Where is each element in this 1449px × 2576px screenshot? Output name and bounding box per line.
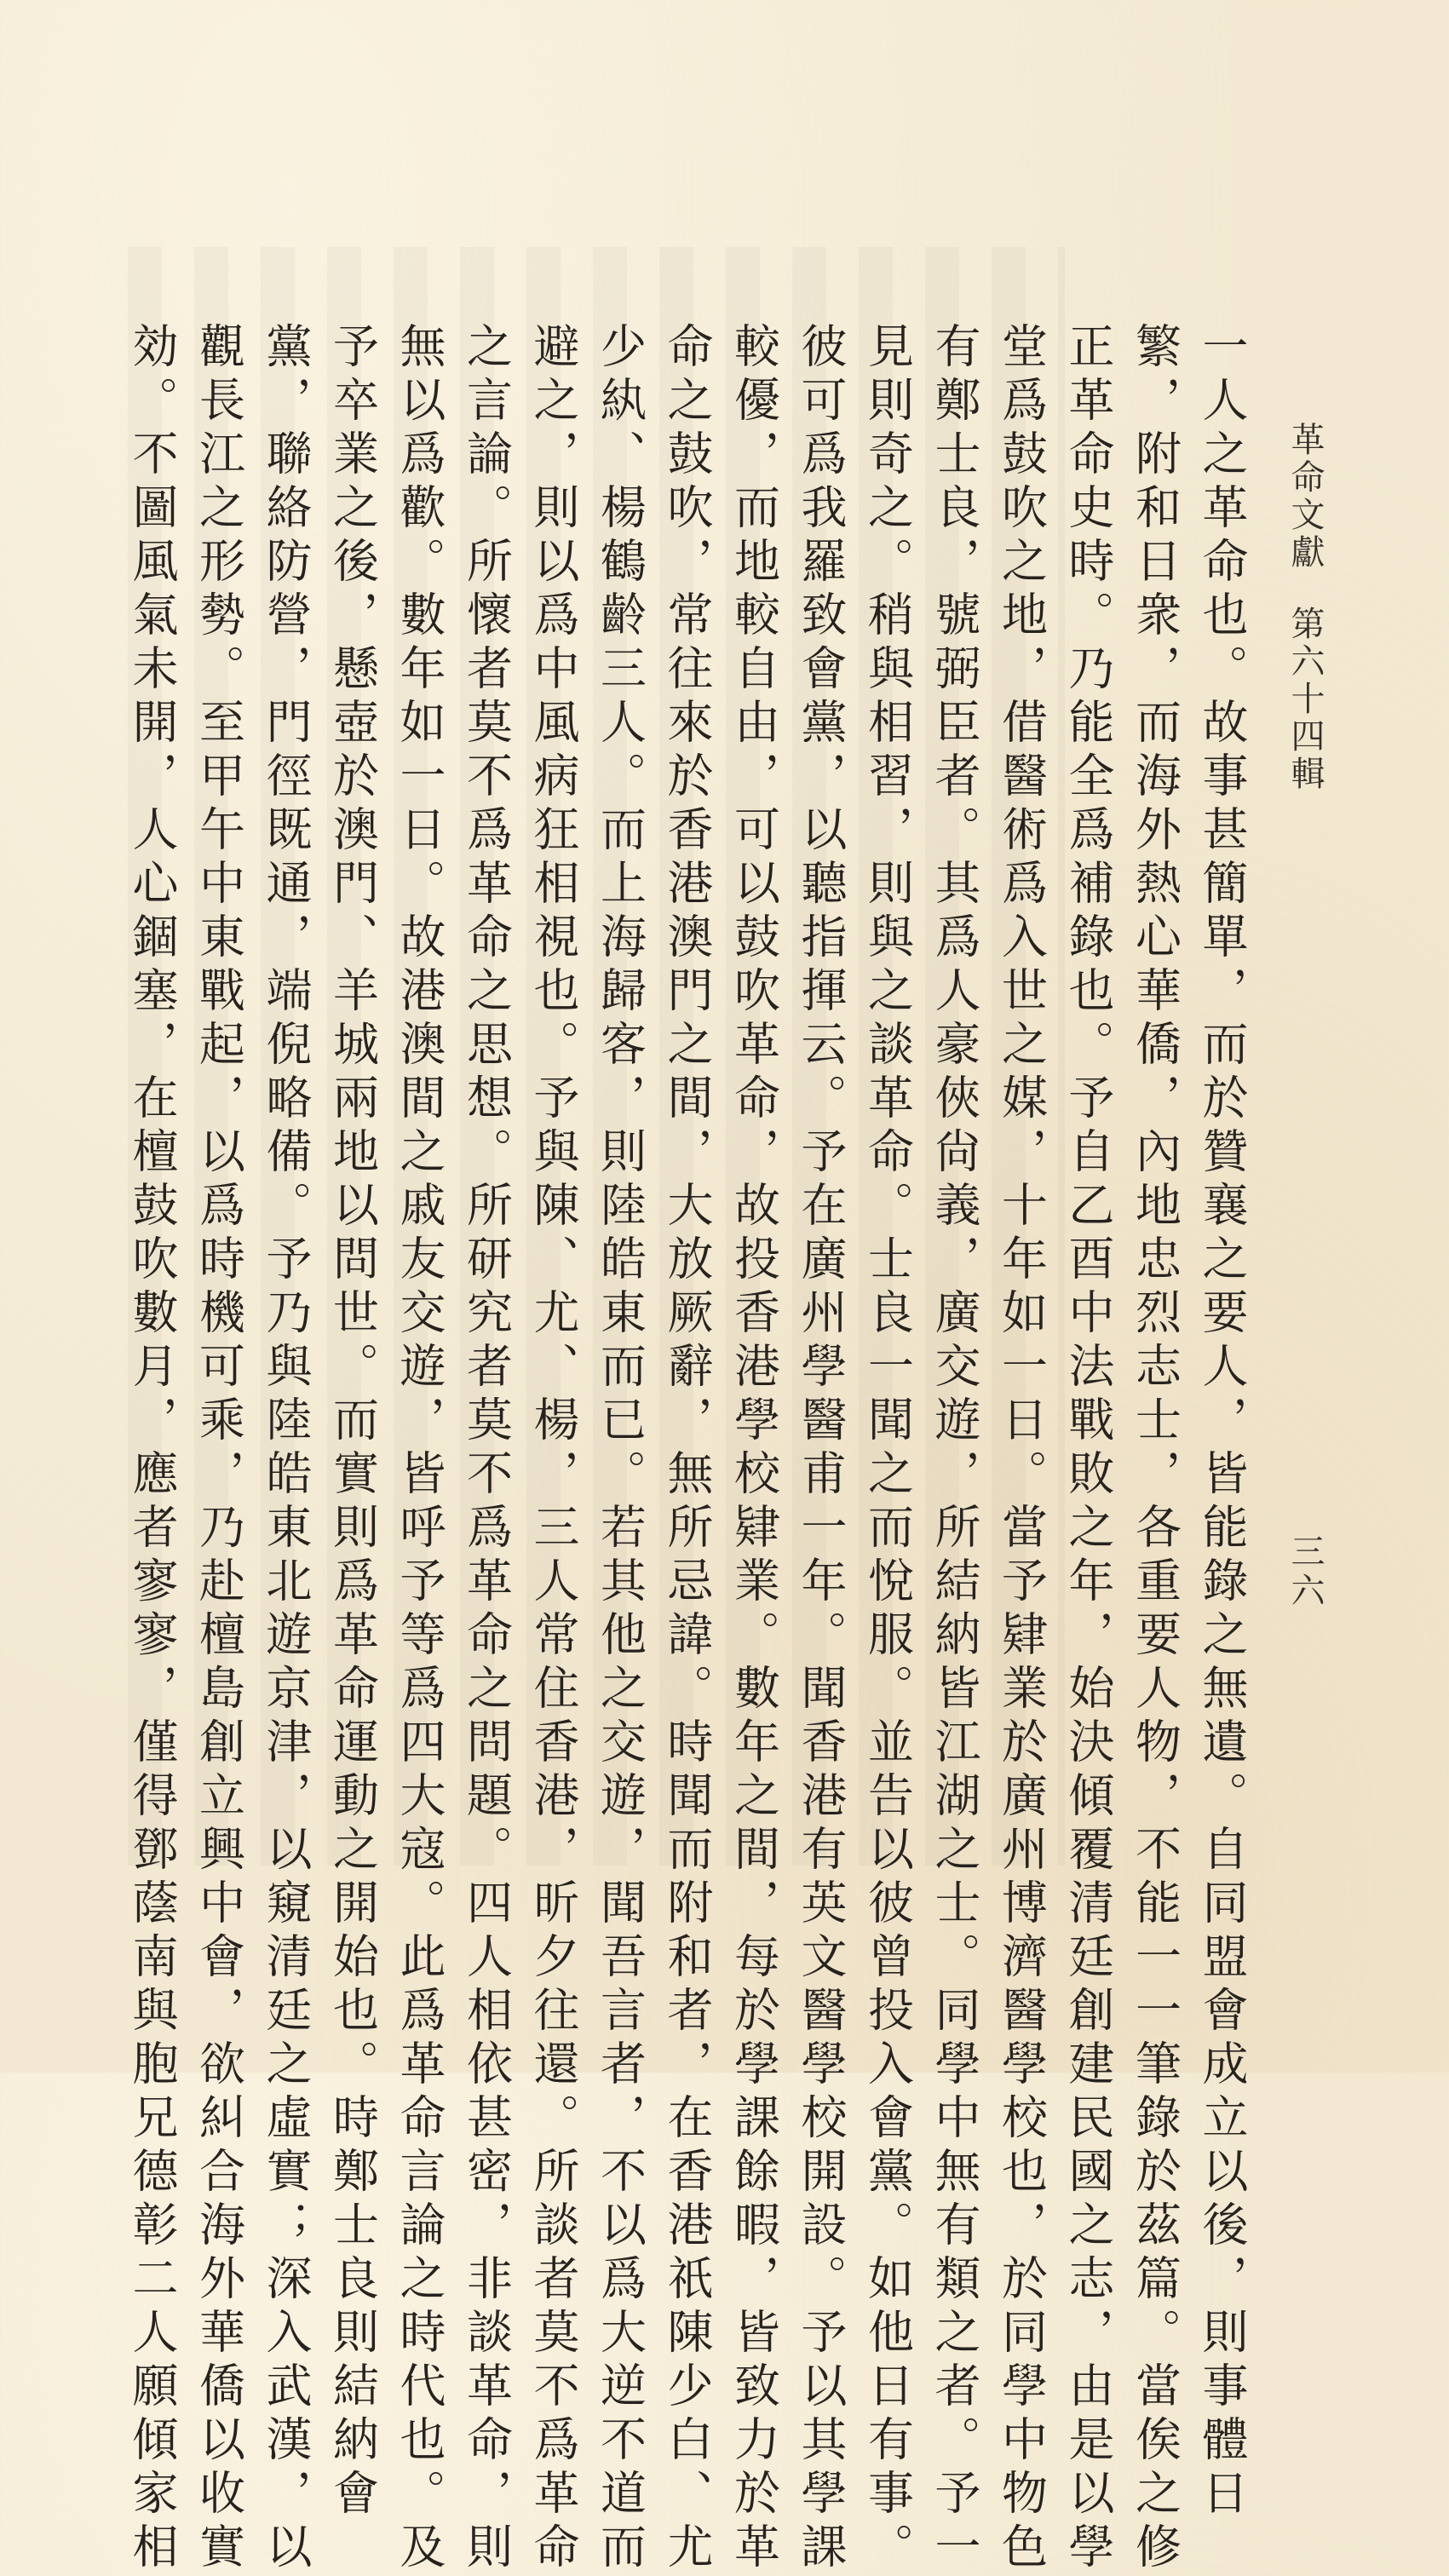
text-column: 見則奇之。稍與相習，則與之談革命。士良一聞之而悅服。並告以彼曾投入會黨。如他日有事。 — [860, 322, 915, 2576]
book-title: 革命文獻 — [1285, 422, 1325, 572]
text-column: 堂爲鼓吹之地，借醫術爲入世之媒，十年如一日。當予肄業於廣州博濟醫學校也，於同學中物色 — [994, 322, 1049, 2576]
text-column: 予卒業之後，懸壺於澳門、羊城兩地以問世。而實則爲革命運動之開始也。時鄭士良則結納會 — [325, 322, 380, 2522]
text-column: 命之鼓吹，常往來於香港澳門之間，大放厥辭，無所忌諱。時聞而附和者，在香港祇陳少白、尤 — [660, 322, 714, 2576]
text-column: 効。不圖風氣未開，人心錮塞，在檀鼓吹數月，應者寥寥，僅得鄧蔭南與胞兄德彰二人願傾家相 — [125, 322, 179, 2576]
text-column: 彼可爲我羅致會黨，以聽指揮云。予在廣州學醫甫一年。聞香港有英文醫學校開設。予以其學課 — [794, 322, 848, 2576]
text-column: 少紈、楊鶴齡三人。而上海歸客，則陸皓東而已。若其他之交遊，聞吾言者，不以爲大逆不道而 — [593, 322, 647, 2576]
text-column: 一人之革命也。故事甚簡單，而於贊襄之要人，皆能錄之無遺。自同盟會成立以後，則事體日 — [1195, 322, 1249, 2522]
text-column: 較優，而地較自由，可以鼓吹革命，故投香港學校肄業。數年之間，每於學課餘暇，皆致力於革 — [727, 322, 781, 2576]
text-column: 避之，則以爲中風病狂相視也。予與陳、尤、楊，三人常住香港，昕夕往還。所談者莫不爲革命 — [526, 322, 580, 2576]
running-header — [1285, 422, 1325, 793]
volume-label: 第六十四輯 — [1285, 606, 1325, 793]
text-column: 黨，聯絡防營，門徑既通，端倪略備。予乃與陸皓東北遊京津，以窺清廷之虛實；深入武漢，以 — [259, 322, 313, 2576]
page-number: 三六 — [1285, 1533, 1325, 1612]
text-column: 繁，附和日衆，而海外熱心華僑，內地忠烈志士，各重要人物，不能一一筆錄於茲篇。當俟之修 — [1128, 322, 1182, 2576]
text-column: 之言論。所懷者莫不爲革命之思想。所研究者莫不爲革命之問題。四人相依甚密，非談革命，則 — [459, 322, 514, 2576]
body-text — [118, 322, 1256, 2576]
text-column: 無以爲歡。數年如一日。故港澳間之戚友交遊，皆呼予等爲四大寇。此爲革命言論之時代也。及 — [393, 322, 446, 2576]
text-column: 正革命史時。乃能全爲補錄也。予自乙酉中法戰敗之年，始決傾覆清廷創建民國之志，由是以學 — [1061, 322, 1115, 2576]
text-column: 觀長江之形勢。至甲午中東戰起，以爲時機可乘，乃赴檀島創立興中會，欲糾合海外華僑以收實 — [192, 322, 246, 2576]
text-column: 有鄭士良，號弼臣者。其爲人豪俠尙義，廣交遊，所結納皆江湖之士。同學中無有類之者。予一 — [928, 322, 981, 2576]
